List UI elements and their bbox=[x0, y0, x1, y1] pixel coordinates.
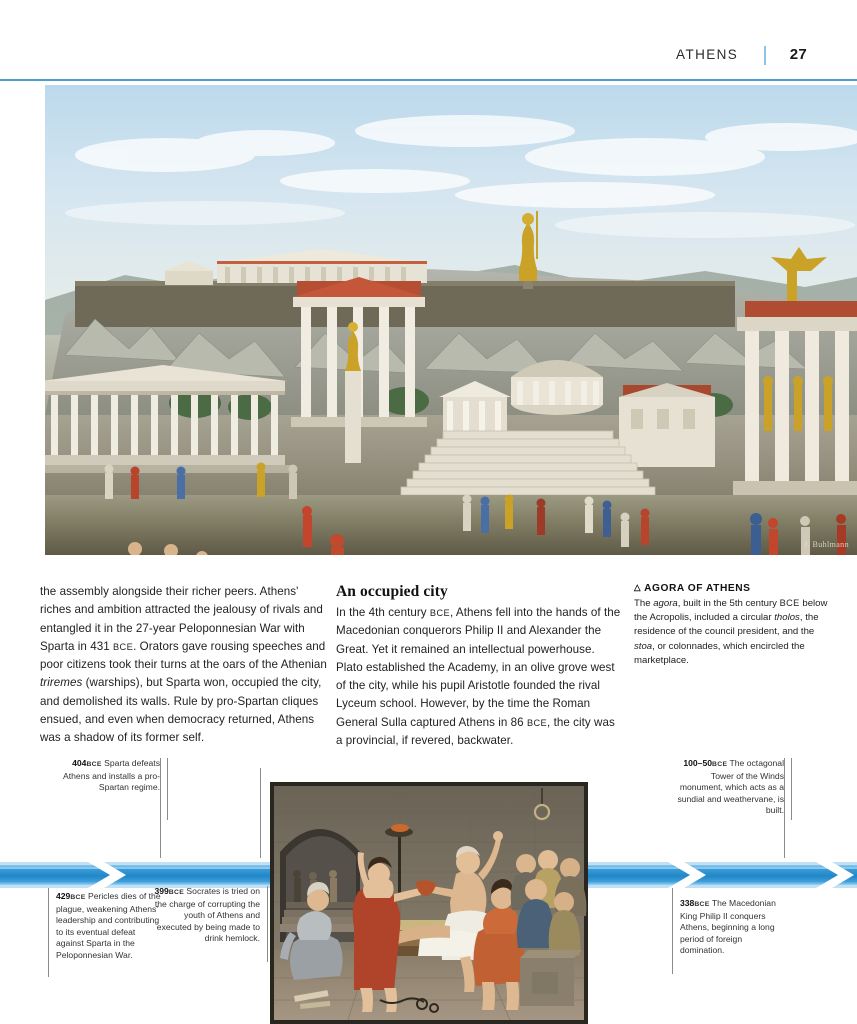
column-three-caption bbox=[634, 583, 830, 668]
timeline-text-338: The Macedonian King Philip II conquers Athens, beginning a long period of foreign domination. bbox=[680, 898, 776, 956]
col2-text-2: , Athens fell into the hands of the Macedonian conquerors Philip II and Alexander the Great. Yet it remained an intellectual powerhouse. Plato established the Academy, in an olive grove west of the city, while his pupil Aristotle founded the rival Lyceum school. However, by the time the Roman General Sulla captured Athens in 86 bbox=[336, 606, 621, 729]
cap-italic-tholos: tholos bbox=[774, 612, 800, 624]
timeline-year-429: 429 bbox=[56, 891, 71, 901]
page-header bbox=[0, 0, 857, 72]
death-of-socrates-painting bbox=[270, 782, 588, 1024]
col1-text-2: . Orators gave rousing speeches and poor citizens took their turns at the oars of the Athenian bbox=[40, 639, 327, 672]
cap-text-2: , built in the 5th century bbox=[677, 598, 780, 609]
header-rule bbox=[0, 79, 857, 81]
agora-illustration-art bbox=[45, 85, 857, 555]
col2-smallcaps-1: BCE bbox=[429, 608, 451, 618]
caption-body bbox=[634, 596, 830, 668]
col1-text-3: (warships), but Sparta won, occupied the city, and demolished its walls. Rule by pro-Spartan cliques ensued, and even when democracy returned, Athens was a shadow of its former self. bbox=[40, 676, 322, 745]
col1-text-1: the assembly alongside their richer peers. Athens' riches and ambition attracted the jealousy of rivals and entangled it in the 27-year Peloponnesian War with Sparta in 431 bbox=[40, 585, 323, 653]
timeline-era-338: BCE bbox=[694, 901, 710, 908]
timeline-entry-399-bce bbox=[152, 886, 268, 962]
column-two-paragraph bbox=[336, 604, 624, 750]
timeline-entry-338-bce bbox=[672, 898, 780, 974]
triangle-up-icon: △ bbox=[634, 582, 642, 592]
timeline-entry-100-50-bce bbox=[676, 758, 792, 820]
col1-italic-triremes: triremes bbox=[40, 676, 83, 690]
timeline-entry-429-bce bbox=[48, 891, 162, 977]
timeline-text-404: Sparta defeats Athens and installs a pro-Spartan regime. bbox=[63, 758, 160, 793]
column-one-paragraph bbox=[40, 583, 330, 748]
column-two bbox=[336, 583, 624, 750]
timeline-year-404: 404 bbox=[72, 758, 87, 768]
timeline-text-399: Socrates is tried on the charge of corrupting the youth of Athens and executed by being made to drink hemlock. bbox=[154, 886, 260, 944]
col1-smallcaps-1: BCE bbox=[113, 641, 134, 652]
timeline-era-399: BCE bbox=[168, 889, 185, 896]
cap-italic-agora: agora bbox=[653, 598, 678, 609]
col2-text-1: In the 4th century bbox=[336, 606, 430, 619]
col2-smallcaps-2: BCE bbox=[526, 717, 548, 728]
timeline-year-100-50: 100–50 bbox=[683, 758, 713, 768]
timeline-era-429: BCE bbox=[70, 894, 86, 901]
caption-heading-text: AGORA OF ATHENS bbox=[644, 583, 751, 594]
timeline-text-100-50: The octagonal Tower of the Winds monument, which acts as a sundial and weathervane, is built. bbox=[677, 758, 784, 816]
section-heading: An occupied city bbox=[336, 583, 448, 600]
header-running-head bbox=[676, 45, 807, 64]
death-of-socrates-art bbox=[270, 782, 588, 1024]
caption-heading-row bbox=[634, 583, 830, 594]
cap-text-1: The bbox=[634, 598, 654, 609]
timeline-text-429: Pericles dies of the plague, weakening Athens' leadership and contributing to its eventual defeat against Sparta in the Peloponnesian War. bbox=[56, 891, 161, 960]
agora-illustration bbox=[45, 85, 857, 555]
timeline-year-338: 338 bbox=[680, 898, 695, 908]
cap-text-3: below the Acropolis, included a circular bbox=[634, 598, 828, 624]
page-number: 27 bbox=[789, 46, 807, 63]
chapter-title: ATHENS bbox=[676, 47, 739, 62]
timeline-year-399: 399 bbox=[154, 886, 169, 896]
timeline-leader-399 bbox=[260, 768, 261, 858]
cap-smallcaps-1: BCE bbox=[779, 598, 800, 608]
timeline-era-404: BCE bbox=[86, 761, 102, 768]
illustration-signature: J. Buhlmann bbox=[804, 540, 849, 549]
col2-text-3: , the city was a provincial, if revered, backwater. bbox=[336, 715, 615, 748]
header-divider bbox=[764, 46, 766, 65]
cap-text-4: , the residence of the council president, and the bbox=[634, 612, 819, 638]
timeline-era-100-50: BCE bbox=[712, 761, 728, 768]
column-one bbox=[40, 583, 330, 748]
timeline-entry-404-bce bbox=[60, 758, 168, 820]
cap-italic-stoa: stoa bbox=[634, 640, 653, 652]
cap-text-5: , or colonnades, which encircled the marketplace. bbox=[634, 640, 805, 666]
